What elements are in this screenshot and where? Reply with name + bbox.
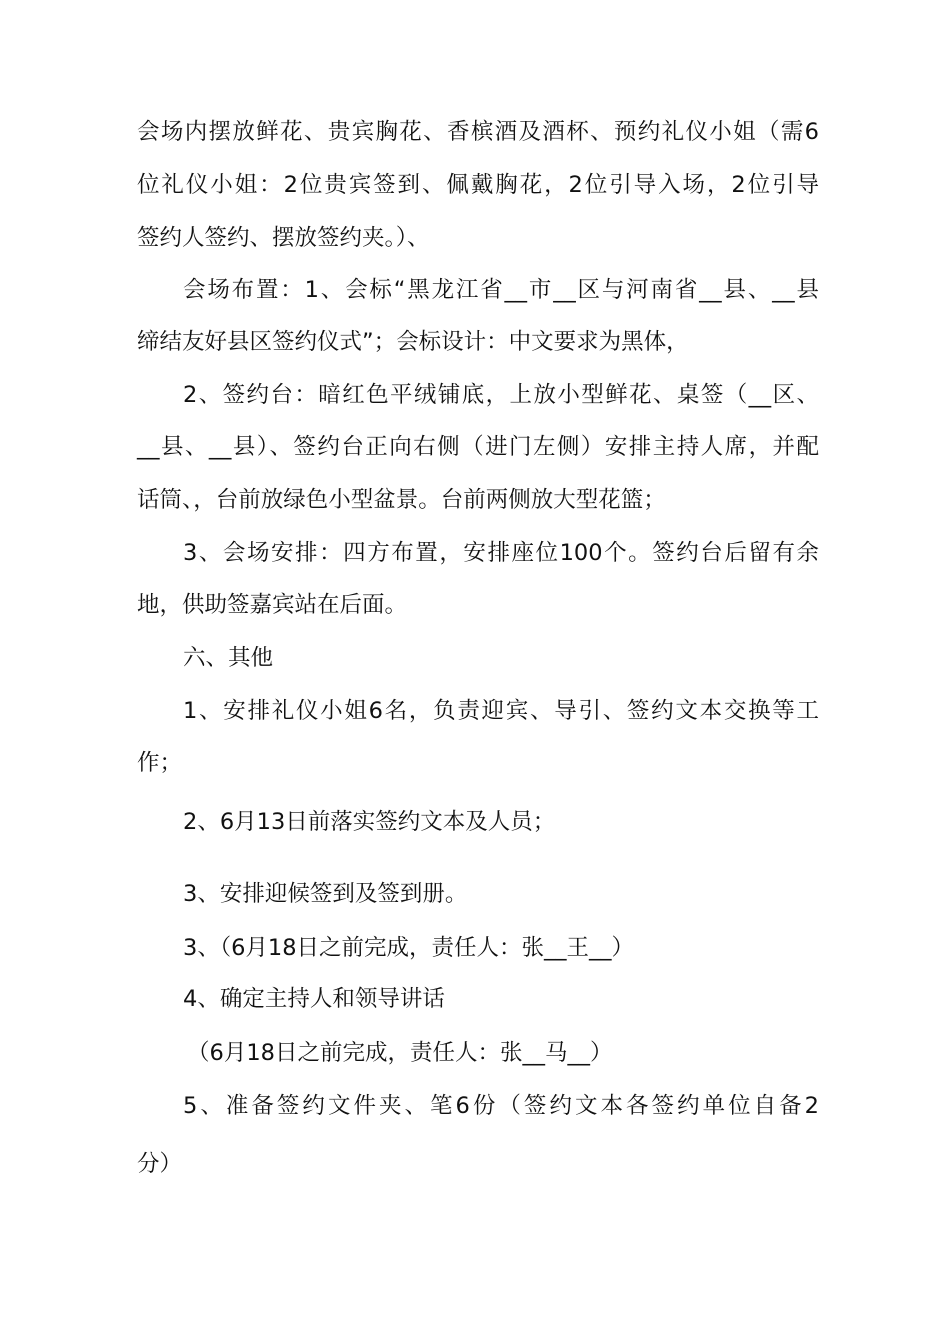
text-line-12: 1、安排礼仪小姐6名，负责迎宾、导引、签约文本交换等工 <box>183 698 819 724</box>
text-line-20: 分） <box>137 1151 183 1177</box>
text-line-7: __县、__县）、签约台正向右侧（进门左侧）安排主持人席，并配 <box>137 434 819 460</box>
text-line-1: 会场内摆放鲜花、贵宾胸花、香槟酒及酒杯、预约礼仪小姐（需6 <box>137 119 819 145</box>
text-line-17: 4、确定主持人和领导讲话 <box>183 986 445 1012</box>
text-line-2: 位礼仪小姐：2位贵宾签到、佩戴胸花，2位引导入场，2位引导 <box>137 172 819 198</box>
text-line-18: （6月18日之前完成，责任人：张__马__） <box>187 1040 613 1066</box>
text-line-9: 3、会场安排：四方布置，安排座位100个。签约台后留有余 <box>183 540 819 566</box>
text-line-14: 2、6月13日前落实签约文本及人员； <box>183 809 556 835</box>
text-line-5: 缔结友好县区签约仪式”；会标设计：中文要求为黑体， <box>137 329 689 355</box>
text-line-6: 2、签约台：暗红色平绒铺底，上放小型鲜花、桌签（__区、 <box>183 382 819 408</box>
section-heading: 六、其他 <box>183 645 274 671</box>
text-line-3: 签约人签约、摆放签约夹。）、 <box>137 225 430 251</box>
text-line-10: 地，供助签嘉宾站在后面。 <box>137 592 408 618</box>
text-line-8: 话筒、，台前放绿色小型盆景。台前两侧放大型花篮； <box>137 487 666 513</box>
text-line-13: 作； <box>137 750 183 776</box>
text-line-15: 3、安排迎候签到及签到册。 <box>183 881 468 907</box>
text-line-16: 3、（6月18日之前完成，责任人：张__王__） <box>183 935 635 961</box>
text-line-4: 会场布置：1、会标“黑龙江省__市__区与河南省__县、__县 <box>183 277 819 303</box>
text-line-19: 5、准备签约文件夹、笔6份（签约文本各签约单位自备2 <box>183 1093 819 1119</box>
